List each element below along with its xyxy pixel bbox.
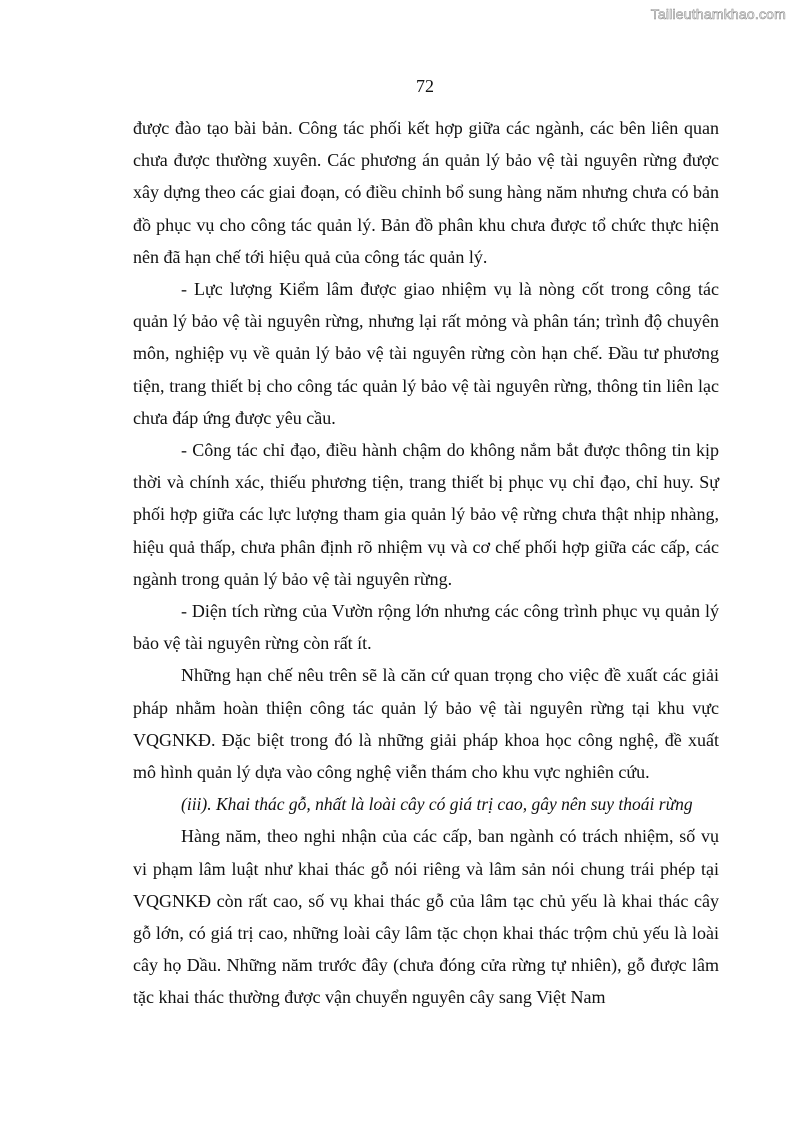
watermark-text: Tailieuthamkhao.com <box>650 6 786 22</box>
document-body <box>133 112 719 1014</box>
paragraph-limitations: Những hạn chế nêu trên sẽ là căn cứ quan trọng cho việc đề xuất các giải pháp nhằm hoàn thiện công tác quản lý bảo vệ tài nguyên rừng tại khu vực VQGNKĐ. Đặc biệt trong đó là những giải pháp khoa học công nghệ, đề xuất mô hình quản lý dựa vào công nghệ viễn thám cho khu vực nghiên cứu. <box>133 665 719 783</box>
paragraph-logging: Hàng năm, theo nghi nhận của các cấp, ban ngành có trách nhiệm, số vụ vi phạm lâm luật như khai thác gỗ nói riêng và lâm sản nói chung trái phép tại VQGNKĐ còn rất cao, số vụ khai thác gỗ của lâm tạc chủ yếu là khai thác cây gỗ lớn, có giá trị cao, những loài cây lâm tặc chọn khai thác trộm chủ yếu là loài cây họ Dầu. Những năm trước đây (chưa đóng cửa rừng tự nhiên), gỗ được lâm tặc khai thác thường được vận chuyển nguyên cây sang Việt Nam <box>133 826 719 1008</box>
paragraph-forest-area: - Diện tích rừng của Vườn rộng lớn nhưng các công trình phục vụ quản lý bảo vệ tài nguyên rừng còn rất ít. <box>133 601 719 654</box>
section-heading: (iii). Khai thác gỗ, nhất là loài cây có giá trị cao, gây nên suy thoái rừng <box>181 794 693 815</box>
page-number: 72 <box>416 76 434 96</box>
paragraph-continued: được đào tạo bài bản. Công tác phối kết hợp giữa các ngành, các bên liên quan chưa được thường xuyên. Các phương án quản lý bảo vệ tài nguyên rừng được xây dựng theo các giai đoạn, có điều chỉnh bổ sung hàng năm nhưng chưa có bản đồ phục vụ cho công tác quản lý. Bản đồ phân khu chưa được tổ chức thực hiện nên đã hạn chế tới hiệu quả của công tác quản lý. <box>133 118 719 267</box>
paragraph-direction: - Công tác chỉ đạo, điều hành chậm do không nắm bắt được thông tin kịp thời và chính xác, thiếu phương tiện, trang thiết bị phục vụ chỉ đạo, chỉ huy. Sự phối hợp giữa các lực lượng tham gia quản lý bảo vệ rừng chưa thật nhịp nhàng, hiệu quả thấp, chưa phân định rõ nhiệm vụ và cơ chế phối hợp giữa các cấp, các ngành trong quản lý bảo vệ tài nguyên rừng. <box>133 440 719 589</box>
paragraph-ranger-force: - Lực lượng Kiểm lâm được giao nhiệm vụ là nòng cốt trong công tác quản lý bảo vệ tài nguyên rừng, nhưng lại rất mỏng và phân tán; trình độ chuyên môn, nghiệp vụ về quản lý bảo vệ tài nguyên rừng còn hạn chế. Đầu tư phương tiện, trang thiết bị cho công tác quản lý bảo vệ tài nguyên rừng, thông tin liên lạc chưa đáp ứng được yêu cầu. <box>133 279 719 428</box>
